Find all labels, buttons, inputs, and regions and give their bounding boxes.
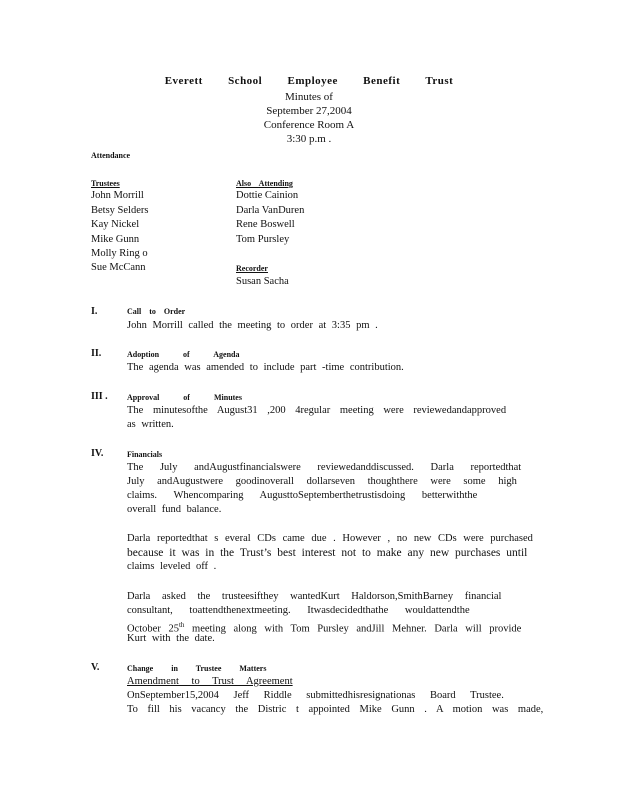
section-text: because it was in the Trust’s best interest not to make any new purchases until bbox=[127, 547, 528, 559]
document-title: Everett School Employee Benefit Trust bbox=[164, 75, 454, 87]
section-number: I. bbox=[91, 306, 98, 317]
section-text: The July andAugustfinancialswere reviewedanddiscussed. Darla reportedthat bbox=[127, 462, 522, 473]
attendee-name: Rene Boswell bbox=[236, 219, 295, 230]
section-text: overall fund balance. bbox=[127, 504, 222, 515]
also-attending-label: Also Attending bbox=[236, 179, 293, 188]
section-text: claims. Whencomparing AugusttoSeptemberthetrustisdoing betterwiththe bbox=[127, 490, 478, 501]
section-text: The minutesofthe August31 ,200 4regular meeting were reviewedandapproved bbox=[127, 405, 507, 416]
meeting-time: 3:30 p.m . bbox=[286, 133, 332, 145]
trustee-name: John Morrill bbox=[91, 190, 144, 201]
section-text: claims leveled off . bbox=[127, 561, 217, 572]
attendee-name: Tom Pursley bbox=[236, 234, 290, 245]
section-number: IV. bbox=[91, 448, 104, 459]
section-number: III . bbox=[91, 391, 108, 402]
section-text: Darla reportedthat s everal CDs came due . However , no new CDs were purchased bbox=[127, 533, 533, 544]
section-text: consultant, toattendthenextmeeting. Itwasdecidedthathe wouldattendthe bbox=[127, 605, 470, 616]
attendee-name: Darla VanDuren bbox=[236, 205, 305, 216]
trustee-name: Molly Ring o bbox=[91, 248, 148, 259]
trustee-name: Mike Gunn bbox=[91, 234, 140, 245]
section-text: October 25th meeting along with Tom Pursley andJill Mehner. Darla will provide bbox=[127, 621, 522, 635]
trustee-name: Sue McCann bbox=[91, 262, 146, 273]
section-text: To fill his vacancy the Distric t appointed Mike Gunn . A motion was made, bbox=[127, 704, 544, 715]
attendance-label: Attendance bbox=[91, 151, 131, 160]
section-heading: Approval of Minutes bbox=[127, 393, 242, 402]
section-heading: Call to Order bbox=[127, 307, 186, 316]
section-text: July andAugustwere goodinoverall dollarseven thoughthere were some high bbox=[127, 476, 517, 487]
section-heading: Financials bbox=[127, 450, 163, 459]
meeting-location: Conference Room A bbox=[263, 119, 355, 131]
section-text: John Morrill called the meeting to order at 3:35 pm . bbox=[127, 320, 378, 331]
recorder-name: Susan Sacha bbox=[236, 276, 289, 287]
section-text: The agenda was amended to include part -time contribution. bbox=[127, 362, 404, 373]
recorder-label: Recorder bbox=[236, 264, 268, 273]
attendee-name: Dottie Cainion bbox=[236, 190, 299, 201]
section-subheading: Amendment to Trust Agreement bbox=[127, 676, 293, 687]
section-text: OnSeptember15,2004 Jeff Riddle submittedhisresignationas Board Trustee. bbox=[127, 690, 504, 701]
trustees-label: Trustees bbox=[91, 179, 120, 188]
section-text: Darla asked the trusteesifthey wantedKurt Haldorson,SmithBarney financial bbox=[127, 591, 502, 602]
trustee-name: Kay Nickel bbox=[91, 219, 140, 230]
section-number: V. bbox=[91, 662, 100, 673]
minutes-of-line: Minutes of bbox=[285, 91, 333, 103]
section-heading: Change in Trustee Matters bbox=[127, 664, 267, 673]
section-heading: Adoption of Agenda bbox=[127, 350, 240, 359]
section-text: as written. bbox=[127, 419, 174, 430]
meeting-date: September 27,2004 bbox=[266, 105, 352, 117]
trustee-name: Betsy Selders bbox=[91, 205, 149, 216]
section-text: Kurt with the date. bbox=[127, 633, 215, 644]
section-number: II. bbox=[91, 348, 102, 359]
